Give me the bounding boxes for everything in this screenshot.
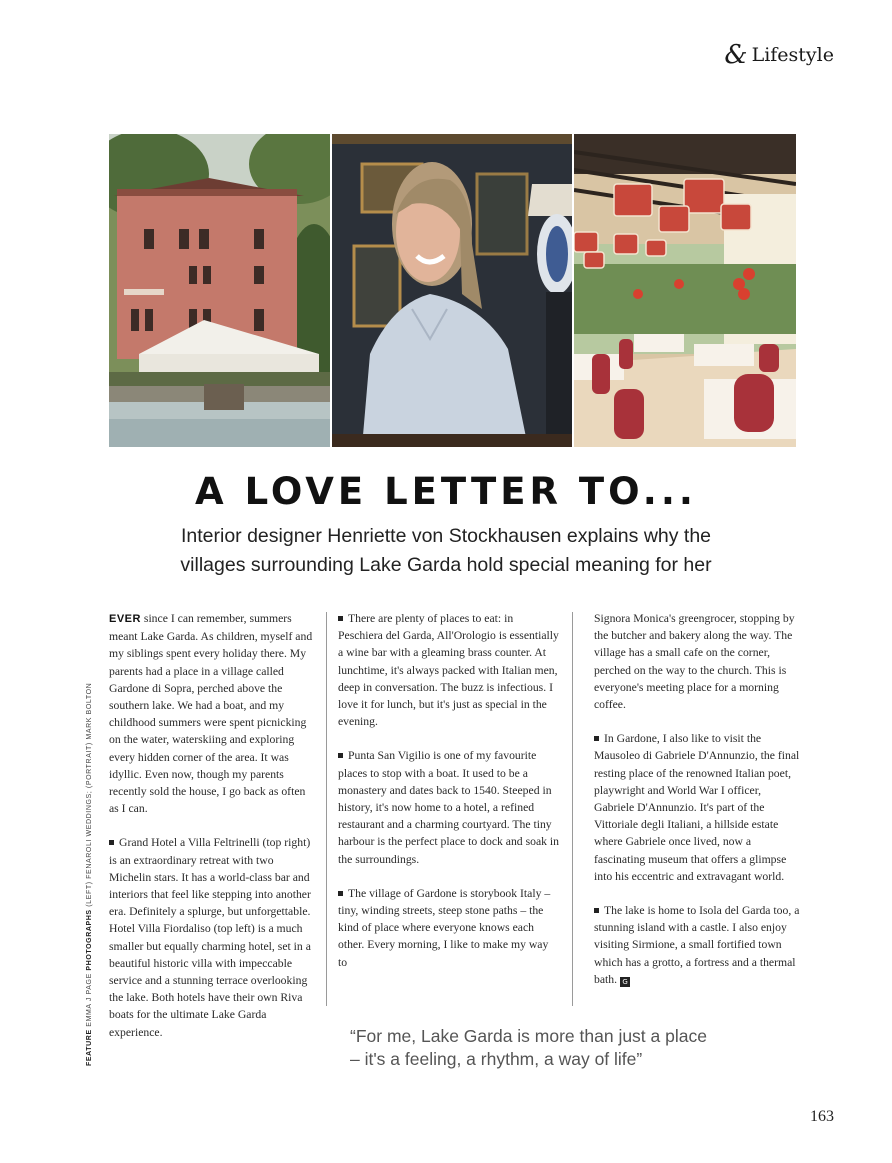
standfirst-line-1: Interior designer Henriette von Stockhausen explains why the	[180, 525, 712, 547]
pull-quote-line-1: “For me, Lake Garda is more than just a place	[350, 1026, 707, 1046]
bullet-icon	[594, 908, 599, 913]
column-divider	[326, 612, 327, 1006]
villa-photo-icon	[109, 134, 330, 447]
paragraph	[594, 902, 800, 988]
grand-hotel-terrace-photo	[574, 134, 796, 447]
ampersand-icon: &	[724, 40, 748, 70]
end-mark-icon: G	[620, 977, 630, 987]
paragraph-text: The lake is home to Isola del Garda too, a stunning island with a castle. I also enjoy visiting Sirmione, a small fortified town which has a grotto, a fortress and a thermal bath.	[594, 904, 800, 986]
villa-fiordaliso-photo	[109, 134, 330, 447]
credit-photographs-label: PHOTOGRAPHS	[86, 909, 93, 971]
paragraph	[594, 610, 800, 713]
paragraph	[594, 730, 800, 885]
paragraph	[338, 885, 560, 971]
lead-word: EVER	[109, 613, 141, 625]
paragraph-text: Signora Monica's greengrocer, stopping by the butcher and bakery along the way. The village has a small cafe on the corner, perched on the way to the church. This is everyone's meeting place for a morning coffee.	[594, 612, 795, 712]
paragraph	[109, 610, 315, 817]
bullet-icon	[338, 891, 343, 896]
headline: A LOVE LETTER TO...	[195, 470, 697, 513]
paragraph	[338, 610, 560, 730]
column-divider	[572, 612, 573, 1006]
paragraph-text: The village of Gardone is storybook Italy – tiny, winding streets, steep stone paths – the kind of place where everyone knows each other. Every morning, I like to make my way to	[338, 886, 551, 969]
paragraph-text: There are plenty of places to eat: in Peschiera del Garda, All'Orologio is essentially a wine bar with a gleaming brass counter. At lunchtime, it's always packed with Italian men, deep in conversation. The buzz is infectious. I love it for lunch, but it's just as special in the evening.	[338, 612, 559, 729]
terrace-photo-icon	[574, 134, 796, 447]
paragraph-text: In Gardone, I also like to visit the Mausoleo di Gabriele D'Annunzio, the final resting place of the renowned Italian poet, playwright and World War I officer, Gabriele D'Annunzio. It's part of the Vittoriale degli Italiani, a hillside estate where Gabriele once lived, now a fascinating museum that offers a glimpse into his eccentric and extravagant world.	[594, 732, 800, 883]
standfirst-line-2: villages surrounding Lake Garda hold special meaning for her	[180, 554, 712, 576]
portrait-photo	[332, 134, 572, 447]
bullet-icon	[338, 753, 343, 758]
article-column-3	[594, 610, 800, 1005]
article-column-2	[338, 610, 560, 988]
article-column-1	[109, 610, 315, 1058]
bullet-icon	[594, 736, 599, 741]
paragraph	[338, 747, 560, 867]
portrait-photo-icon	[332, 134, 572, 447]
photo-credit	[86, 683, 93, 1066]
bullet-icon	[338, 616, 343, 621]
photo-strip	[109, 134, 796, 447]
paragraph-text: Punta San Vigilio is one of my favourite places to stop with a boat. It used to be a monastery and dates back to 1540. Steeped in history, it's now home to a hotel, a refined restaurant and a charming courtyard. The tiny harbour is the perfect place to dock and soak in the surroundings.	[338, 749, 560, 866]
paragraph-text: Grand Hotel a Villa Feltrinelli (top right) is an extraordinary retreat with two Michelin stars. It has a world-class bar and interiors that feel like stepping into another era. Definitely a splurge, but unforgettable. Hotel Villa Fiordaliso (top left) is a much smaller but equally charming hotel, set in a beautiful historic villa with impeccable service and a stunning terrace overlooking the lake. Both hotels have their own Riva boats for the ultimate Lake Garda experience.	[109, 836, 311, 1039]
credit-photographs-text: (LEFT) FENAROLI WEDDINGS; (PORTRAIT) MARK BOLTON	[86, 682, 93, 907]
bullet-icon	[109, 840, 114, 845]
section-label: Lifestyle	[751, 44, 834, 66]
page-number: 163	[810, 1108, 834, 1125]
section-tag	[724, 42, 834, 68]
credit-feature-text: EMMA J PAGE	[86, 973, 93, 1027]
pull-quote-line-2: – it's a feeling, a rhythm, a way of life”	[350, 1049, 643, 1069]
credit-feature-label: FEATURE	[86, 1029, 93, 1066]
paragraph	[109, 834, 315, 1040]
pull-quote	[350, 1025, 780, 1071]
paragraph-text: since I can remember, summers meant Lake Garda. As children, myself and my siblings spent every holiday there. My parents had a place in a village called Gardone di Sopra, perched above the southern lake. We had a boat, and my childhood summers were spent picnicking on the water, waterskiing and exploring every hidden corner of the area. It was idyllic. Even now, though my parents recently sold the house, I go back as often as I can.	[109, 612, 313, 816]
standfirst	[120, 522, 772, 580]
